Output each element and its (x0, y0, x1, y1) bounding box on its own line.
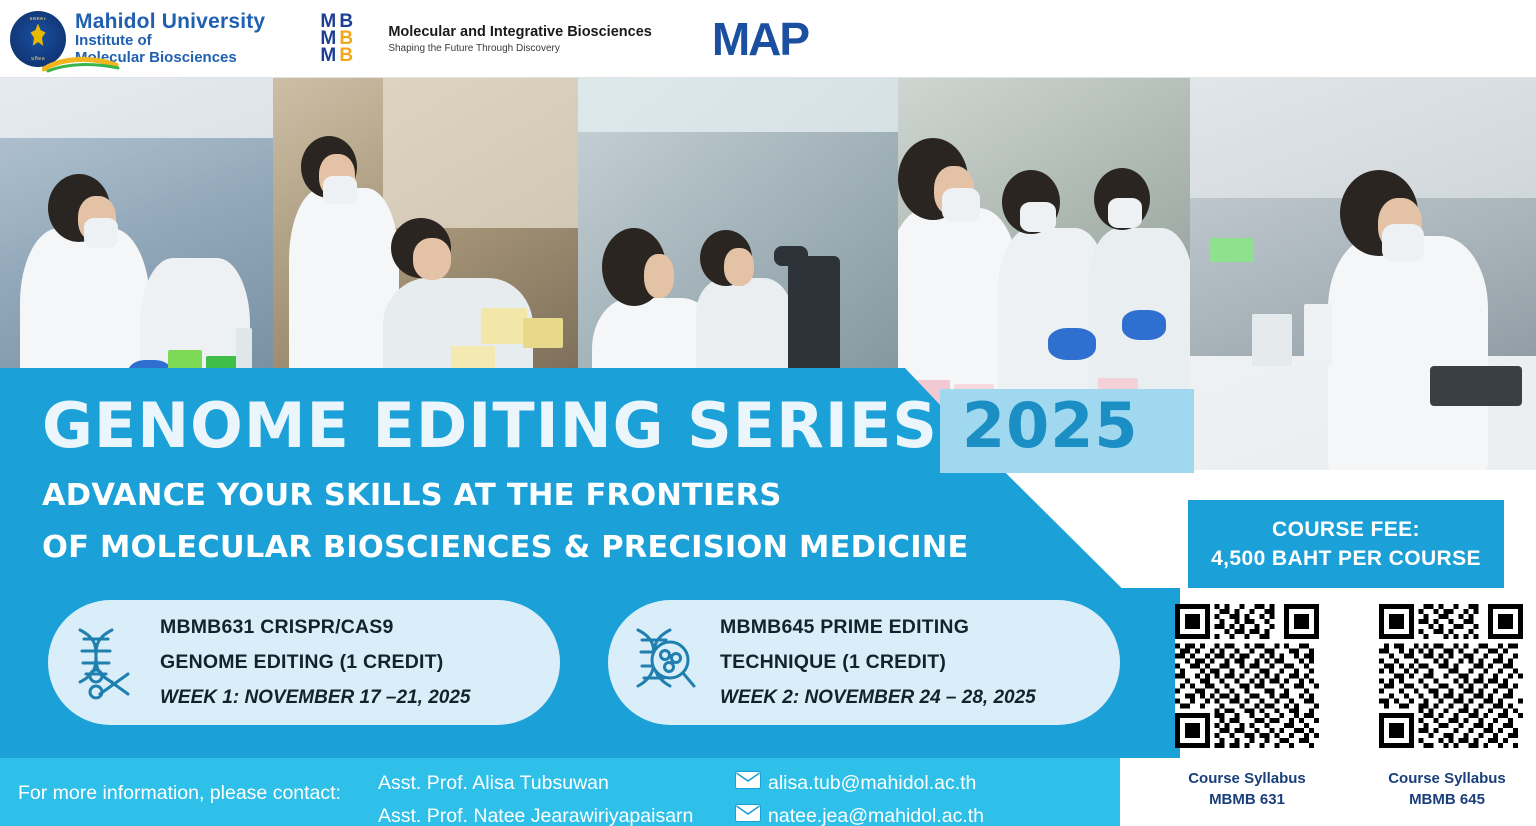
course-title-line-1: MBMB645 PRIME EDITING (720, 616, 970, 638)
mbmb-program-title: Molecular and Integrative Biosciences (388, 23, 652, 40)
qr-mbmb645[interactable] (1379, 604, 1523, 748)
mahidol-emblem-top-text: อตตคะ (29, 15, 47, 22)
mbmb-logo (320, 10, 652, 66)
qr-caption-line-1: Course Syllabus (1188, 770, 1306, 787)
course-card-mbmb631[interactable] (48, 600, 560, 725)
course-title-line-2: GENOME EDITING (1 CREDIT) (160, 651, 444, 673)
course-card-mbmb631-text (156, 610, 470, 715)
mahidol-institute-line2: Molecular Biosciences (75, 49, 237, 67)
course-dates: WEEK 1: NOVEMBER 17 –21, 2025 (160, 687, 471, 708)
contact-name-1: Asst. Prof. Alisa Tubsuwan (378, 772, 609, 794)
mbmb-letter-m1: M (320, 10, 337, 32)
header-logo-bar (0, 0, 1536, 78)
qr-caption-line-2: MBMB 645 (1409, 791, 1485, 808)
mail-icon (735, 771, 761, 789)
mbmb-logo-text (388, 24, 652, 54)
page-title-year: 2025 (962, 389, 1139, 462)
qr-caption-mbmb645 (1352, 768, 1536, 810)
mbmb-letter-b1: B (339, 10, 354, 32)
map-wordmark: MAP (711, 12, 809, 65)
mail-icon (735, 804, 761, 822)
photo-student-pipetting-bench (1190, 78, 1536, 470)
mahidol-emblem-bottom-text: มหิดล (30, 55, 46, 62)
mbmb-letter-b3: B (339, 44, 354, 66)
contact-email-2[interactable]: natee.jea@mahidol.ac.th (768, 805, 985, 826)
page-subtitle-line-2: OF MOLECULAR BIOSCIENCES & PRECISION MEDICINE (42, 530, 969, 565)
dna-magnifier-icon (608, 624, 716, 702)
mahidol-institute-line1: Institute of (75, 32, 152, 50)
page-subtitle (42, 470, 969, 574)
qr-caption-mbmb631 (1152, 768, 1342, 810)
contact-emails (768, 767, 984, 826)
qr-caption-line-2: MBMB 631 (1209, 791, 1285, 808)
qr-mbmb631[interactable] (1175, 604, 1319, 748)
contact-label: For more information, please contact: (18, 782, 341, 804)
course-fee-box (1188, 500, 1504, 588)
qr-mbmb631-image (1175, 604, 1319, 748)
course-dates: WEEK 2: NOVEMBER 24 – 28, 2025 (720, 687, 1036, 708)
contact-name-2: Asst. Prof. Natee Jearawiriyapaisarn (378, 805, 694, 826)
map-logo (711, 12, 809, 65)
map-swoosh-icon (42, 55, 122, 73)
course-title-line-2: TECHNIQUE (1 CREDIT) (720, 651, 947, 673)
qr-mbmb645-image (1379, 604, 1523, 748)
course-card-mbmb645-text (716, 610, 1036, 715)
mbmb-letter-m2: M (320, 27, 337, 49)
course-title-line-1: MBMB631 CRISPR/CAS9 (160, 616, 394, 638)
course-fee-amount: 4,500 BAHT PER COURSE (1211, 546, 1481, 570)
page-subtitle-line-1: ADVANCE YOUR SKILLS AT THE FRONTIERS (42, 478, 782, 513)
mbmb-monogram-icon (320, 10, 382, 66)
contact-names (378, 767, 693, 826)
mbmb-letter-m3: M (320, 44, 337, 66)
mbmb-tagline: Shaping the Future Through Discovery (388, 42, 560, 54)
contact-email-1[interactable]: alisa.tub@mahidol.ac.th (768, 772, 977, 794)
dna-scissors-icon (48, 624, 156, 702)
qr-caption-line-1: Course Syllabus (1388, 770, 1506, 787)
course-fee-label: COURSE FEE: (1272, 517, 1420, 541)
mahidol-name: Mahidol University (75, 9, 266, 33)
page-title: GENOME EDITING SERIES (42, 389, 938, 462)
mbmb-letter-b2: B (339, 27, 354, 49)
course-card-mbmb645[interactable] (608, 600, 1120, 725)
